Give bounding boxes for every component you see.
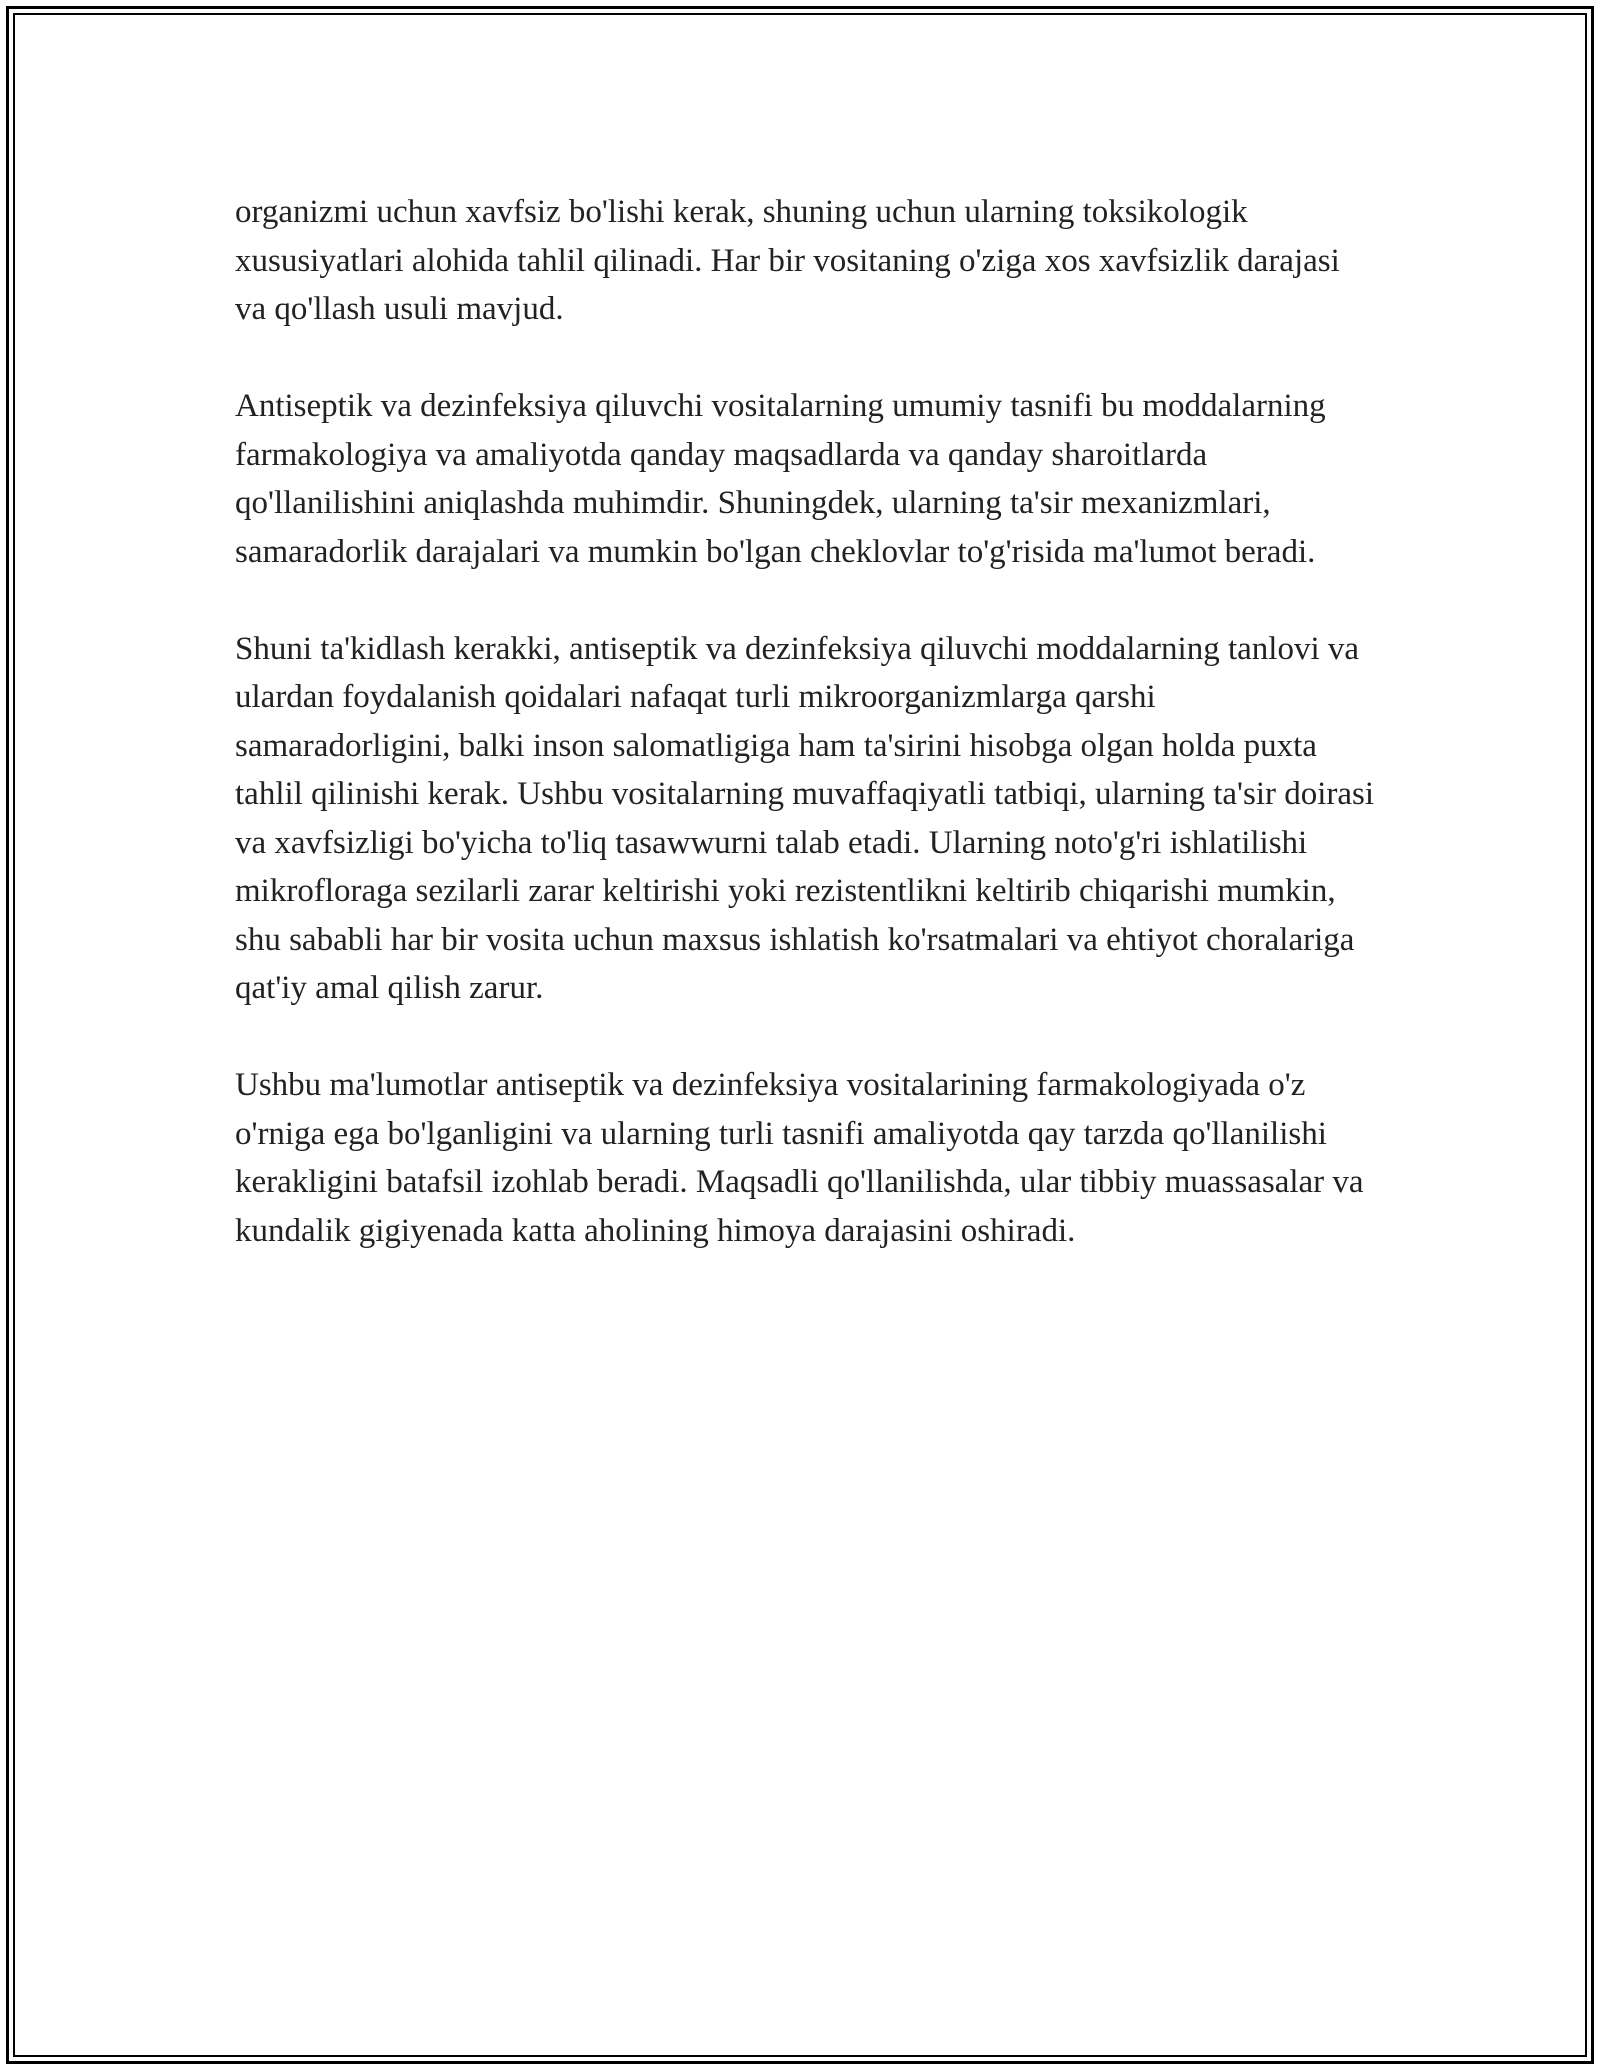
paragraph-2: Antiseptik va dezinfeksiya qiluvchi vositalarning umumiy tasnifi bu moddalarning farmakologiya va amaliyotda qanday maqsadlarda va qanday sharoitlarda qo'llanilishini aniqlashda muhimdir. Shuningdek, ularning ta'sir mexanizmlari, samaradorlik darajalari va mumkin bo'lgan cheklovlar to'g'risida ma'lumot beradi. xyxy=(235,388,1326,570)
paragraph-4: Ushbu ma'lumotlar antiseptik va dezinfeksiya vositalarining farmakologiyada o'z o'rniga ega bo'lganligini va ularning turli tasnifi amaliyotda qay tarzda qo'llanilishi kerakligini batafsil izohlab beradi. Maqsadli qo'llanilishda, ular tibbiy muassasalar va kundalik gigiyenada katta aholining himoya darajasini oshiradi. xyxy=(235,1067,1364,1249)
paragraph-3: Shuni ta'kidlash kerakki, antiseptik va dezinfeksiya qiluvchi moddalarning tanlovi va ulardan foydalanish qoidalari nafaqat turli mikroorganizmlarga qarshi samaradorligini, balki inson salomatligiga ham ta'sirini hisobga olgan holda puxta tahlil qilinishi kerak. Ushbu vositalarning muvaffaqiyatli tatbiqi, ularning ta'sir doirasi va xavfsizligi bo'yicha to'liq tasawwurni talab etadi. Ularning noto'g'ri ishlatilishi mikrofloraga sezilarli zarar keltirishi yoki rezistentlikni keltirib chiqarishi mumkin, shu sababli har bir vosita uchun maxsus ishlatish ko'rsatmalari va ehtiyot choralariga qat'iy amal qilish zarur. xyxy=(235,630,1375,1006)
document-body xyxy=(235,188,1375,1304)
paragraph-1: organizmi uchun xavfsiz bo'lishi kerak, shuning uchun ularning toksikologik xususiyatlari alohida tahlil qilinadi. Har bir vositaning o'ziga xos xavfsizlik darajasi va qo'llash usuli mavjud. xyxy=(235,194,1340,327)
